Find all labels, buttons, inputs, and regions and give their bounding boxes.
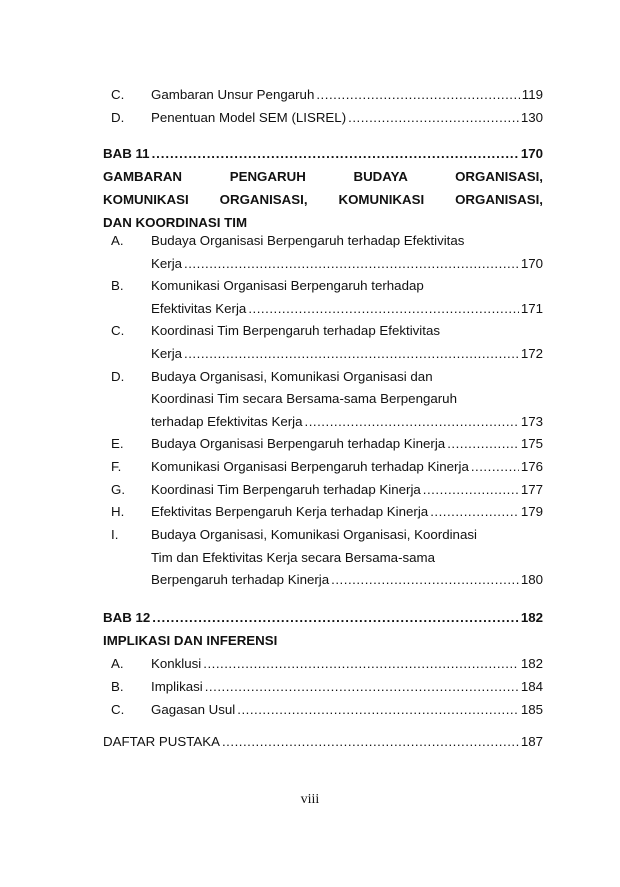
chapter-heading-line: DAN KOORDINASI TIM	[103, 215, 248, 230]
toc-page-number: 187	[520, 734, 543, 749]
toc-page-number: 182	[520, 656, 543, 671]
toc-entry-letter: D.	[111, 110, 125, 125]
toc-entry-letter: B.	[111, 278, 124, 294]
toc-page-number: 130	[520, 110, 543, 125]
toc-leader-line	[151, 699, 543, 721]
toc-entry-letter: F.	[111, 459, 122, 474]
toc-entry-letter: A.	[111, 656, 124, 671]
toc-page-number: 177	[520, 481, 543, 497]
toc-page-number: 185	[520, 702, 543, 717]
toc-leader-line	[151, 676, 543, 698]
toc-entry-text: Budaya Organisasi, Komunikasi Organisasi, Koordinasi	[151, 527, 477, 543]
toc-page-number: 119	[521, 87, 543, 102]
toc-leader-line	[103, 607, 543, 629]
toc-entry-title: Koordinasi Tim Berpengaruh terhadap Kinerja	[151, 481, 421, 497]
dot-leader	[423, 479, 519, 501]
toc-entry-title: Penentuan Model SEM (LISREL)	[151, 110, 347, 125]
toc-page-number: 171	[520, 300, 543, 316]
toc-page-number: 173	[520, 413, 543, 429]
toc-entry-title: Kerja	[151, 255, 183, 271]
toc-entry-title: Efektivitas Kerja	[151, 300, 247, 316]
toc-leader-line	[151, 569, 543, 591]
dot-leader	[471, 456, 519, 478]
toc-entry-title: Implikasi	[151, 679, 203, 694]
toc-entry-letter: E.	[111, 436, 124, 452]
toc-leader-line	[151, 433, 543, 455]
dot-leader	[152, 143, 519, 165]
dot-leader	[331, 569, 519, 591]
toc-leader-line	[151, 107, 543, 129]
dot-leader	[348, 107, 519, 129]
dot-leader	[248, 298, 518, 320]
toc-leader-line	[151, 411, 543, 433]
toc-entry-text: Budaya Organisasi Berpengaruh terhadap Efektivitas	[151, 233, 465, 248]
toc-entry-title: DAFTAR PUSTAKA	[103, 734, 220, 749]
toc-entry-text: Tim dan Efektivitas Kerja secara Bersama-sama	[151, 549, 436, 565]
dot-leader	[203, 653, 519, 675]
toc-entry-title: Gagasan Usul	[151, 702, 236, 717]
toc-page-number: 172	[520, 345, 543, 361]
chapter-heading-line: IMPLIKASI DAN INFERENSI	[103, 633, 278, 648]
dot-leader	[184, 253, 519, 275]
toc-entry-title: Efektivitas Berpengaruh Kerja terhadap Kinerja	[151, 504, 429, 520]
toc-entry-title: Konklusi	[151, 656, 202, 671]
toc-entry-text: Koordinasi Tim Berpengaruh terhadap Efektivitas	[151, 323, 440, 339]
toc-leader-line	[151, 84, 543, 106]
toc-entry-title: Kerja	[151, 345, 183, 361]
toc-leader-line	[151, 653, 543, 675]
toc-entry-letter: D.	[111, 368, 125, 384]
toc-entry-letter: B.	[111, 679, 124, 694]
toc-entry-text: Komunikasi Organisasi Berpengaruh terhadap	[151, 278, 424, 294]
toc-entry-letter: C.	[111, 87, 125, 102]
toc-leader-line	[151, 343, 543, 365]
toc-entry-letter: I.	[111, 527, 119, 543]
dot-leader	[316, 84, 519, 106]
toc-page-number: 180	[520, 572, 543, 588]
dot-leader	[184, 343, 519, 365]
toc-leader-line	[151, 253, 543, 275]
toc-page-number: 182	[520, 610, 543, 625]
dot-leader	[430, 501, 519, 523]
toc-page-number: 170	[520, 146, 543, 161]
toc-page-number: 170	[520, 255, 543, 271]
toc-entry-title: BAB 12	[103, 610, 151, 625]
toc-page-number: 184	[520, 679, 543, 694]
toc-entry-title: Berpengaruh terhadap Kinerja	[151, 572, 330, 588]
toc-entry-title: Gambaran Unsur Pengaruh	[151, 87, 315, 102]
toc-page-number: 176	[520, 459, 543, 474]
toc-entry-title: terhadap Efektivitas Kerja	[151, 413, 303, 429]
toc-page-number: 175	[520, 436, 543, 452]
toc-entry-text: Budaya Organisasi, Komunikasi Organisasi dan	[151, 368, 433, 384]
toc-leader-line	[151, 298, 543, 320]
toc-entry-text: Koordinasi Tim secara Bersama-sama Berpengaruh	[151, 391, 457, 407]
toc-leader-line	[151, 501, 543, 523]
dot-leader	[305, 411, 519, 433]
toc-entry-title: Budaya Organisasi Berpengaruh terhadap Kinerja	[151, 436, 446, 452]
toc-entry-letter: C.	[111, 702, 125, 717]
chapter-heading-line: GAMBARAN PENGARUH BUDAYA ORGANISASI,	[103, 169, 543, 184]
toc-page-number: 179	[520, 504, 543, 520]
toc-leader-line	[151, 479, 543, 501]
toc-entry-title: Komunikasi Organisasi Berpengaruh terhadap Kinerja	[151, 459, 469, 474]
toc-leader-line	[103, 731, 543, 753]
toc-entry-title: BAB 11	[103, 146, 150, 161]
toc-leader-line	[103, 143, 543, 165]
dot-leader	[447, 433, 519, 455]
toc-entry-letter: C.	[111, 323, 125, 339]
page-number: viii	[300, 792, 320, 807]
dot-leader	[237, 699, 519, 721]
toc-entry-letter: H.	[111, 504, 125, 520]
toc-entry-letter: G.	[111, 481, 126, 497]
chapter-heading-line: KOMUNIKASI ORGANISASI, KOMUNIKASI ORGANISASI,	[103, 192, 543, 207]
toc-entry-letter: A.	[111, 233, 124, 248]
dot-leader	[222, 731, 519, 753]
toc-leader-line	[151, 456, 543, 478]
dot-leader	[152, 607, 519, 629]
dot-leader	[205, 676, 519, 698]
